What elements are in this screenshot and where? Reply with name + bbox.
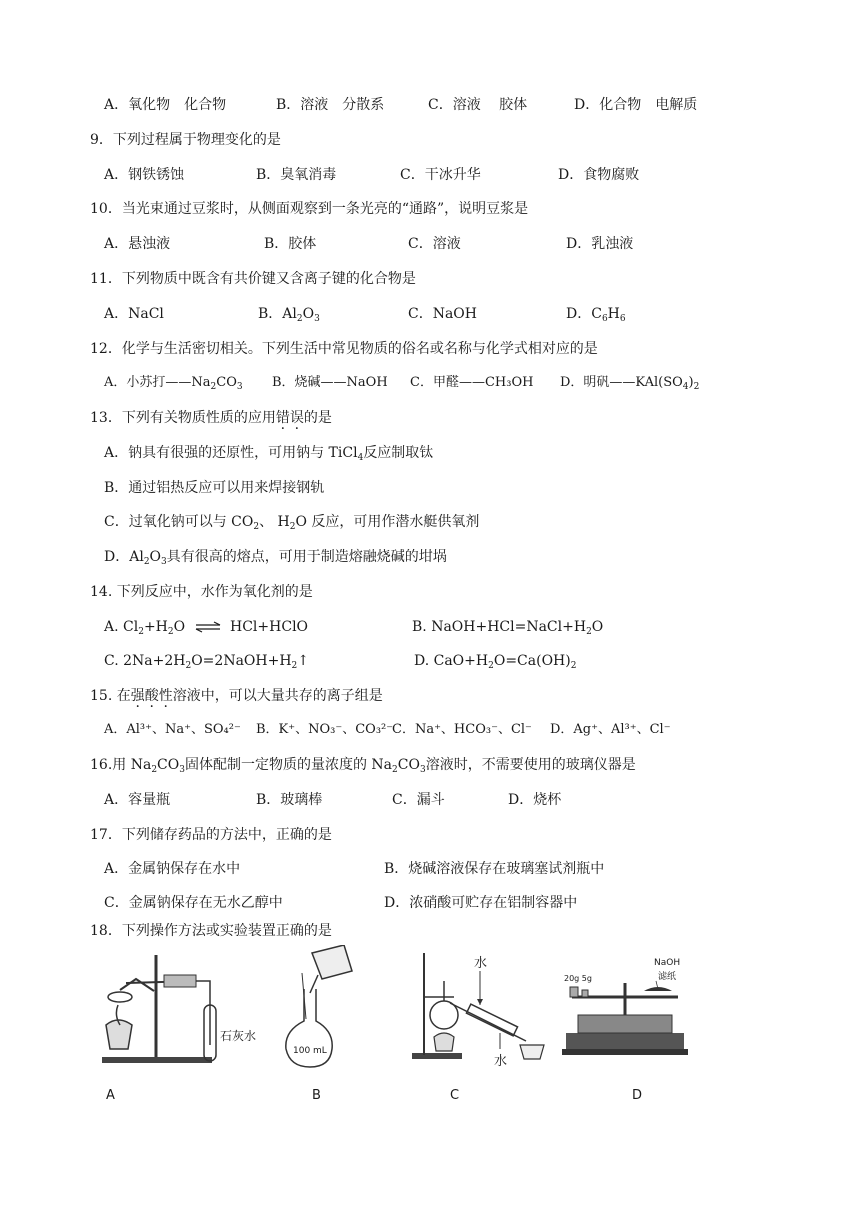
- q11-stem: 11．下列物质中既含有共价键又含离子键的化合物是: [90, 271, 416, 287]
- q17-option-d: D．浓硝酸可贮存在铝制容器中: [384, 895, 578, 911]
- q15-option-d: D．Ag⁺、Al³⁺、Cl⁻: [550, 722, 671, 737]
- q9-stem: 9．下列过程属于物理变化的是: [90, 132, 281, 148]
- q9-option-c: C．干冰升华: [400, 167, 481, 183]
- figure-a-label-limewater: 石灰水: [220, 1029, 257, 1043]
- q11-option-d: D．$C_6H_6$: [566, 306, 626, 324]
- q10-option-d: D．乳浊液: [566, 236, 634, 252]
- q13-option-a: A．钠具有很强的还原性，可用钠与 TiCl$_4$反应制取钛: [104, 445, 434, 463]
- figure-d-label-weights: 20g 5g: [564, 974, 592, 983]
- q8-option-d: D．化合物 电解质: [574, 97, 698, 113]
- q14-option-a: A. $Cl_2+H_2O$ HCl+HClO: [104, 619, 309, 637]
- q17-option-c: C．金属钠保存在无水乙醇中: [104, 895, 283, 911]
- q12-option-a: A．小苏打$——Na_2CO_3$: [104, 375, 243, 392]
- q14-option-c: C. $2Na+2H_2O=2NaOH+H_2↑$: [104, 653, 310, 671]
- q8-option-a: A．氧化物 化合物: [104, 97, 227, 113]
- q15-option-c: C．Na⁺、HCO₃⁻、Cl⁻: [392, 722, 532, 737]
- figure-b-label: B: [312, 1088, 321, 1103]
- q9-option-d: D．食物腐败: [558, 167, 640, 183]
- figure-c-label-water-in: 水: [474, 956, 488, 971]
- figure-a-heating-apparatus: [96, 945, 276, 1070]
- q12-option-c: C．甲醛——CH₃OH: [410, 375, 534, 390]
- q16-stem: 16.用 $Na_2CO_3$固体配制一定物质的量浓度的 $Na_2CO_3$溶液时，不需要使用的玻璃仪器是: [90, 757, 636, 775]
- reversible-arrow-icon: [194, 621, 222, 633]
- figure-d-label: D: [632, 1088, 643, 1103]
- q15-stem: 15. 在强酸性溶液中，可以大量共存的离子组是: [90, 688, 383, 704]
- q8-option-c: C．溶液 胶体: [428, 97, 528, 113]
- q10-option-c: C．溶液: [408, 236, 461, 252]
- q15-option-a: A．Al³⁺、Na⁺、SO₄²⁻: [104, 722, 241, 737]
- q16-option-d: D．烧杯: [508, 792, 562, 808]
- q12-option-b: B．烧碱——NaOH: [272, 375, 388, 390]
- q14-option-d: D. $CaO+H_2O=Ca(OH)_2$: [414, 653, 577, 671]
- q16-option-b: B．玻璃棒: [256, 792, 323, 808]
- q18-stem: 18．下列操作方法或实验装置正确的是: [90, 923, 332, 939]
- figure-d-balance: [562, 945, 688, 1070]
- q11-option-b: B．$Al_2O_3$: [258, 306, 320, 324]
- q9-option-a: A．钢铁锈蚀: [104, 167, 185, 183]
- figure-c-label: C: [450, 1088, 460, 1103]
- figure-a-label: A: [106, 1088, 115, 1103]
- q17-option-b: B．烧碱溶液保存在玻璃塞试剂瓶中: [384, 861, 605, 877]
- figure-c-distillation: [408, 945, 552, 1070]
- figure-c-label-water-out: 水: [494, 1054, 508, 1069]
- figure-b-label-volume: 100 mL: [293, 1046, 327, 1056]
- q11-option-a: A．NaCl: [104, 306, 164, 322]
- q9-option-b: B．臭氧消毒: [256, 167, 337, 183]
- q10-option-a: A．悬浊液: [104, 236, 171, 252]
- q17-option-a: A．金属钠保存在水中: [104, 861, 241, 877]
- q12-stem: 12．化学与生活密切相关。下列生活中常见物质的俗名或名称与化学式相对应的是: [90, 341, 598, 357]
- q13-option-c: C．过氧化钠可以与 $CO_2$、 $H_2O$ 反应，可用作潜水艇供氧剂: [104, 514, 480, 532]
- q16-option-c: C．漏斗: [392, 792, 445, 808]
- figure-b-volumetric-flask: [282, 945, 372, 1070]
- q10-stem: 10．当光束通过豆浆时，从侧面观察到一条光亮的“通路”，说明豆浆是: [90, 201, 529, 217]
- q16-option-a: A．容量瓶: [104, 792, 171, 808]
- q11-option-c: C．NaOH: [408, 306, 477, 322]
- q13-option-b: B．通过铝热反应可以用来焊接钢轨: [104, 480, 325, 496]
- figure-d-label-filter-paper: 滤纸: [658, 972, 677, 982]
- q12-option-d: D．明矾$——KAl(SO_4)_2$: [560, 375, 700, 392]
- q8-option-b: B．溶液 分散系: [276, 97, 385, 113]
- q17-stem: 17．下列储存药品的方法中，正确的是: [90, 827, 332, 843]
- q15-option-b: B．K⁺、NO₃⁻、CO₃²⁻: [256, 722, 394, 737]
- q10-option-b: B．胶体: [264, 236, 317, 252]
- q14-option-b: B. $NaOH+HCl=NaCl+H_2O$: [412, 619, 604, 637]
- q14-stem: 14. 下列反应中，水作为氧化剂的是: [90, 584, 313, 600]
- figure-d-label-naoh: NaOH: [654, 958, 681, 968]
- q13-stem: 13．下列有关物质性质的应用错误的是: [90, 410, 332, 426]
- q13-option-d: D．$Al_2O_3$具有很高的熔点，可用于制造熔融烧碱的坩埚: [104, 549, 447, 567]
